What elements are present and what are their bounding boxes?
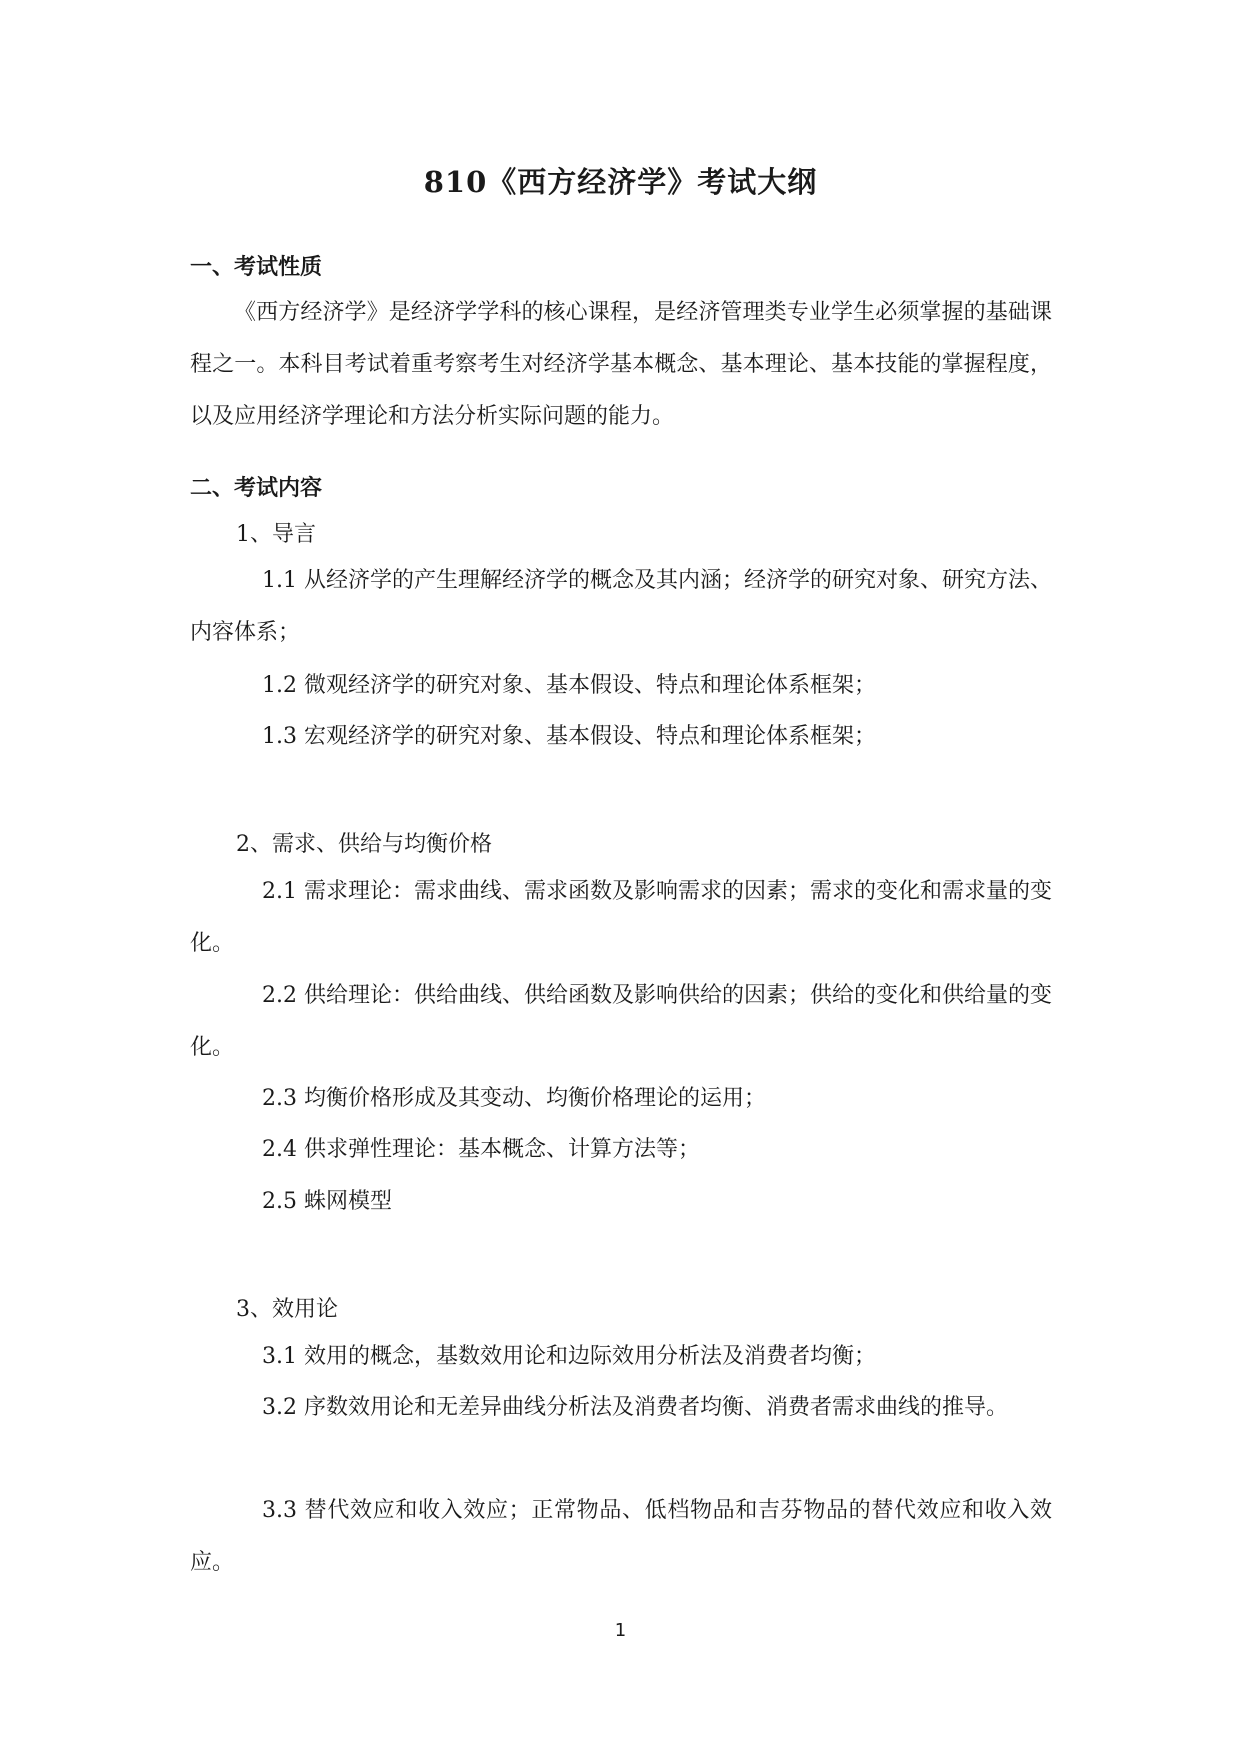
chapter-title-3: 3、效用论 [236, 1297, 338, 1322]
chapter-item: 1.1 从经济学的产生理解经济学的概念及其内涵；经济学的研究对象、研究方法、内容体系； [190, 568, 1052, 645]
chapter-item: 1.2 微观经济学的研究对象、基本假设、特点和理论体系框架； [262, 673, 876, 698]
document-title: 810《西方经济学》考试大纲 [423, 165, 818, 199]
chapter-title-2: 2、需求、供给与均衡价格 [236, 832, 492, 857]
chapter-item: 2.2 供给理论：供给曲线、供给函数及影响供给的因素；供给的变化和供给量的变化。 [190, 983, 1052, 1060]
section-heading-nature: 一、考试性质 [190, 254, 323, 280]
chapter-item: 3.2 序数效用论和无差异曲线分析法及消费者均衡、消费者需求曲线的推导。 [262, 1395, 1008, 1420]
section-paragraph-nature: 《西方经济学》是经济学学科的核心课程，是经济管理类专业学生必须掌握的基础课程之一。本科目考试着重考察考生对经济学基本概念、基本理论、基本技能的掌握程度，以及应用经济学理论和方法分析实际问题的能力。 [190, 300, 1052, 429]
chapter-item: 3.3 替代效应和收入效应；正常物品、低档物品和吉芬物品的替代效应和收入效应。 [190, 1498, 1052, 1575]
chapter-title-1: 1、导言 [236, 522, 316, 547]
chapter-item: 2.5 蛛网模型 [262, 1189, 392, 1214]
chapter-item: 2.3 均衡价格形成及其变动、均衡价格理论的运用； [262, 1086, 766, 1111]
chapter-item: 1.3 宏观经济学的研究对象、基本假设、特点和理论体系框架； [262, 724, 876, 749]
chapter-item: 2.4 供求弹性理论：基本概念、计算方法等； [262, 1137, 700, 1162]
chapter-item: 3.1 效用的概念，基数效用论和边际效用分析法及消费者均衡； [262, 1344, 876, 1369]
chapter-item: 2.1 需求理论：需求曲线、需求函数及影响需求的因素；需求的变化和需求量的变化。 [190, 879, 1052, 956]
section-heading-content: 二、考试内容 [190, 475, 323, 501]
page-number: 1 [614, 1620, 627, 1641]
